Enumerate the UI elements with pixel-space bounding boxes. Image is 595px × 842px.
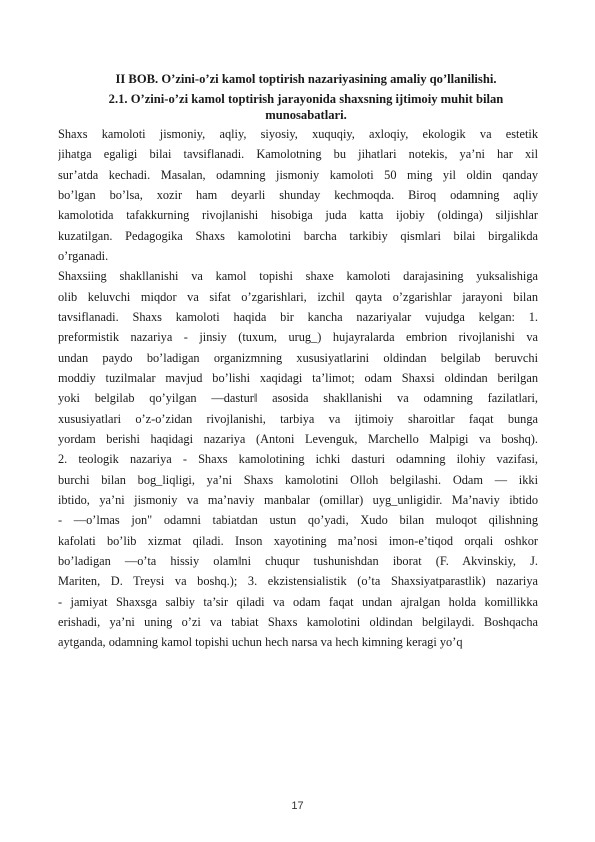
body-line: tavsiflanadi. Shaxs kamoloti haqida bir kancha nazariyalar vujudga kelgan: 1. [58,309,538,324]
body-line: bo’lgan bo’lsa, xozir ham deyarli shunday kechmoqda. Biroq odamning aqliy [58,187,538,202]
body-line: yoki belgilab qo’yilgan ―dastur‖ asosida shakllanishi va odamning fazilatlari, [58,391,538,406]
body-line: kafolati bo’lib xizmat qiladi. Inson xayotining ma’nosi imon-e’tiqod orqali oshkor [58,533,538,548]
body-line: kuzatilgan. Pedagogika Shaxs kamolotini barcha tarkibiy qismlari bilai birgalikda [58,228,538,243]
body-line: kamolotida tafakkurning rivojlanishi hisobiga juda katta ijobiy (oldinga) siljishlar [58,208,538,223]
section-heading-line-2: munosabatlari. [265,108,347,122]
body-line: olib keluvchi miqdor va sifat o’zgarishlari, izchil qayta o’zgarishlar jarayoni bilan [58,289,538,304]
body-line: Shaxs kamoloti jismoniy, aqliy, siyosiy, xuquqiy, axloqiy, ekologik va estetik [58,127,538,141]
body-line: Mariten, D. Treysi va boshq.); 3. ekzistensialistik (o’ta Shaxsiyatparastlik) nazariya [58,574,538,589]
body-line: aytganda, odamning kamol topishi uchun hech narsa va hech kimning keragi yo’q [58,635,463,650]
body-text [58,124,538,653]
chapter-heading: II BOB. O’zini-o’zi kamol toptirish nazariyasining amaliy qo’llanilishi. [115,72,497,86]
body-line: yordam berishi haqidagi nazariya (Antoni Levenguk, Marchello Malpigi va boshq). [58,431,538,446]
body-line: xususiyatlari o’z-o’zidan rivojlanishi, tarbiya va ijtimoiy sharoitlar faqat bunga [58,411,538,426]
body-line: erishadi, ya’ni uning o’zi va tabiat Shaxs kamolotini oldindan belgilaydi. Boshqacha [58,614,538,629]
body-line: ibtido, ya’ni jismoniy va ma’naviy manbalar (omillar) uyg_unligidir. Ma’naviy ibtido [58,492,538,507]
body-line: preformistik nazariya - jinsiy (tuxum, urug_) hujayralarda embrion rivojlanishi va [58,330,538,345]
body-line: Shaxsiing shakllanishi va kamol topishi shaxe kamoloti darajasining yuksalishiga [58,269,538,284]
body-line: undan paydo bo’ladigan organizmning xususiyatlarini oldindan belgilab beruvchi [58,350,538,365]
section-heading-line-1: 2.1. O’zini-o’zi kamol toptirish jarayonida shaxsning ijtimoiy muhit bilan [108,92,504,106]
body-line: sur’atda kechadi. Masalan, odamning jismoniy kamoloti 50 ming yil oldin qanday [58,167,538,182]
body-line: jihatga egaligi bilai tavsiflanadi. Kamolotning bu jihatlari notekis, ya’ni har xil [58,147,538,162]
body-line: 2. teologik nazariya - Shaxs kamolotining ichki dasturi odamning ilohiy vazifasi, [58,452,538,467]
body-line: - jamiyat Shaxsga salbiy ta’sir qiladi va odam faqat undan ajralgan holda komillikka [58,594,538,609]
page-number: 17 [291,800,304,812]
body-line: moddiy tuzilmalar mavjud bo’lishi xaqidagi ta’limot; odam Shaxsi oldindan berilgan [58,370,538,385]
body-line: bo’ladigan ―o’ta hissiy olam‖ni chuqur tushunishdan iborat (F. Akvinskiy, J. [58,553,538,568]
body-line: burchi bilan bog_liqligi, ya’ni Shaxs kamolotini Olloh belgilashi. Odam — ikki [58,472,538,487]
body-line: - ―o’lmas jon" odamni tabiatdan ustun qo’yadi, Xudo bilan muloqot qilishning [58,513,538,528]
body-line: o’rganadi. [58,248,109,263]
